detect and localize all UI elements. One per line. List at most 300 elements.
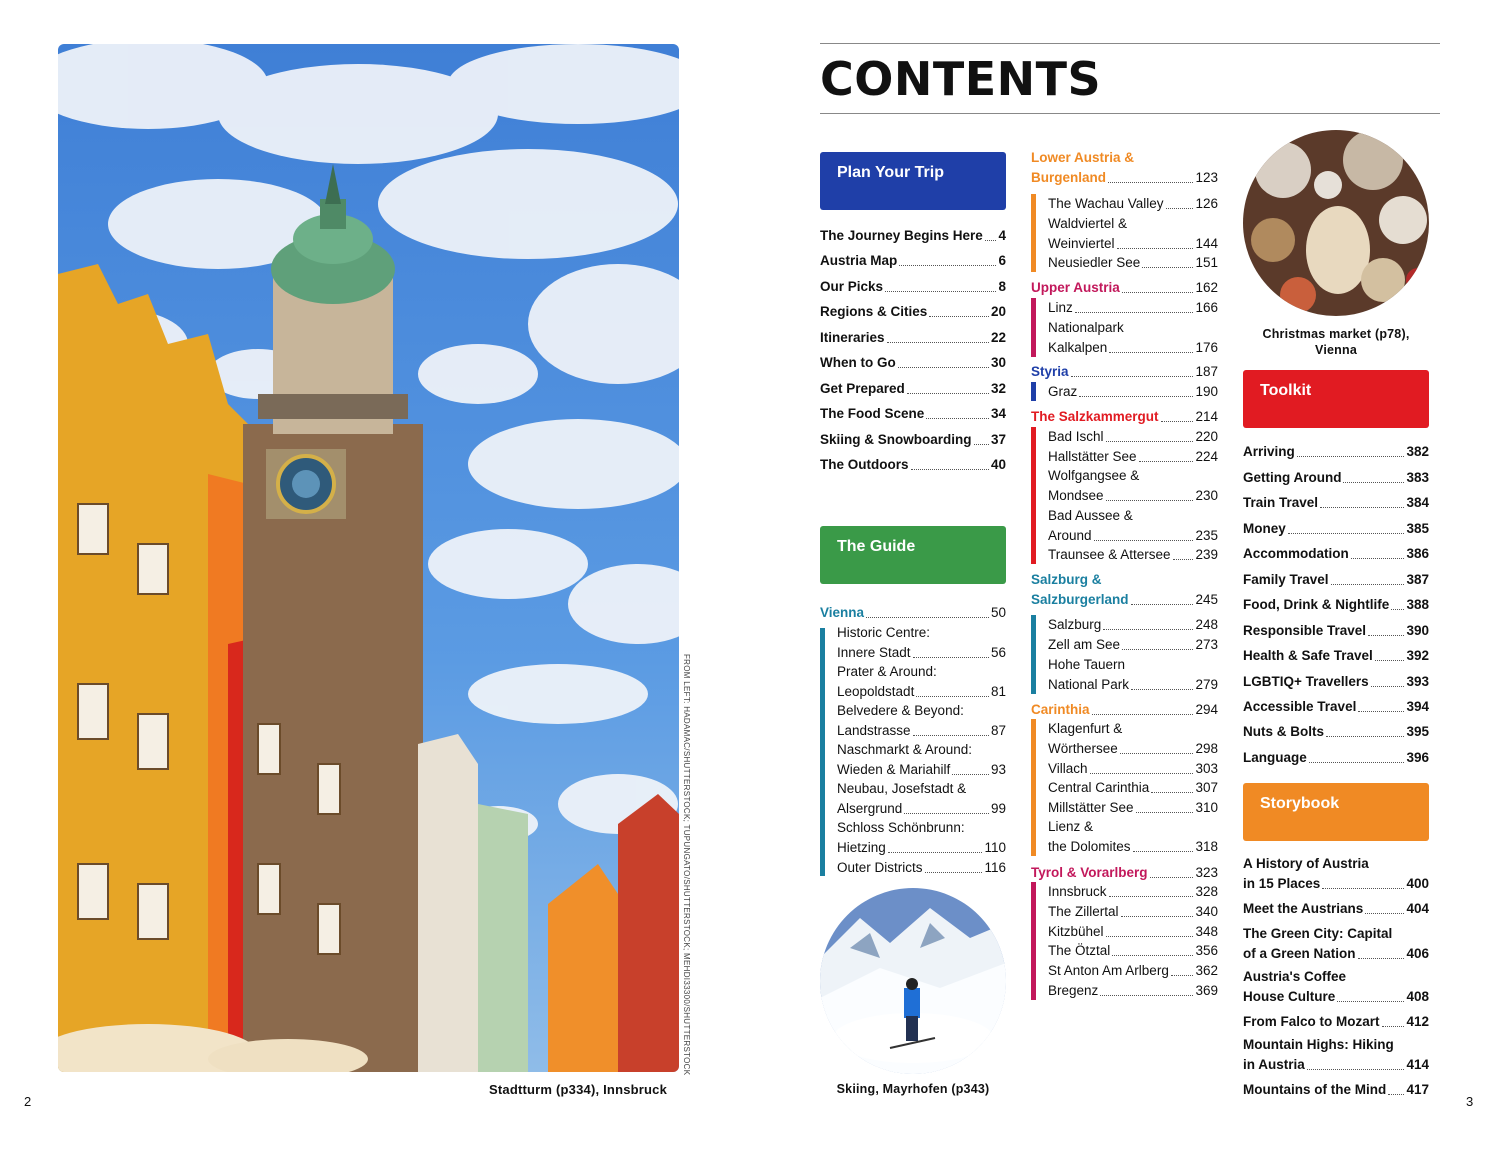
dot-leader xyxy=(1307,1069,1405,1070)
dot-leader xyxy=(898,367,989,368)
dot-leader xyxy=(1106,441,1194,442)
toc-entry[interactable] xyxy=(820,406,1006,422)
dot-leader xyxy=(913,735,989,736)
toc-entry-label: of a Green Nation xyxy=(1243,946,1356,961)
toc-entry-label: Food, Drink & Nightlife xyxy=(1243,597,1390,612)
dot-leader xyxy=(1133,851,1194,852)
toc-entry-label: The Zillertal xyxy=(1048,904,1119,919)
toc-entry-label: Traunsee & Attersee xyxy=(1048,547,1171,562)
toc-entry-label: Tyrol & Vorarlberg xyxy=(1031,865,1148,880)
toc-entry-page: 116 xyxy=(984,860,1006,875)
toc-entry-page: 87 xyxy=(990,723,1006,738)
toc-entry[interactable] xyxy=(1048,547,1218,563)
toc-entry-page: 248 xyxy=(1195,617,1218,632)
toc-entry-page: 220 xyxy=(1195,429,1218,444)
toc-entry[interactable] xyxy=(1243,648,1429,664)
toc-entry-page: 22 xyxy=(990,330,1006,345)
toc-entry[interactable] xyxy=(1048,384,1218,400)
toc-entry[interactable] xyxy=(1031,280,1218,296)
toc-entry-page: 384 xyxy=(1406,495,1429,510)
toc-entry-page: 32 xyxy=(990,381,1006,396)
dot-leader xyxy=(1326,736,1404,737)
toc-entry[interactable] xyxy=(1243,724,1429,740)
toc-entry-page: 400 xyxy=(1406,876,1429,891)
toc-entry-page: 144 xyxy=(1195,236,1218,251)
dot-leader xyxy=(1150,877,1194,878)
toc-entry-label: Weinviertel xyxy=(1048,236,1115,251)
toc-entry[interactable] xyxy=(837,645,1006,661)
dot-leader xyxy=(1117,248,1194,249)
toc-entry-label: Austria Map xyxy=(820,253,898,268)
dot-leader xyxy=(1139,461,1194,462)
dot-leader xyxy=(911,469,989,470)
dot-leader xyxy=(1297,456,1405,457)
dot-leader xyxy=(866,617,989,618)
toc-entry-label: the Dolomites xyxy=(1048,839,1131,854)
toc-entry-label: Neusiedler See xyxy=(1048,255,1141,270)
dot-leader xyxy=(974,444,989,445)
toc-entry[interactable] xyxy=(1048,488,1218,504)
toc-entry[interactable] xyxy=(1031,170,1218,186)
toc-entry[interactable] xyxy=(1048,677,1218,693)
toc-entry-page: 303 xyxy=(1195,761,1218,776)
toc-entry-label-line1: A History of Austria xyxy=(1243,856,1369,871)
dot-leader xyxy=(1322,888,1404,889)
toc-entry[interactable] xyxy=(1048,800,1218,816)
toc-entry[interactable] xyxy=(1031,702,1218,718)
toc-entry[interactable] xyxy=(837,684,1006,700)
dot-leader xyxy=(1358,711,1404,712)
region-color-bar xyxy=(1031,194,1036,272)
toc-entry[interactable] xyxy=(1031,409,1218,425)
toc-entry[interactable] xyxy=(1243,699,1429,715)
toc-entry-page: 279 xyxy=(1195,677,1218,692)
toc-entry-label: Landstrasse xyxy=(837,723,911,738)
toc-entry[interactable] xyxy=(1243,546,1429,562)
dot-leader xyxy=(885,291,996,292)
dot-leader xyxy=(1106,500,1194,501)
toc-entry[interactable] xyxy=(1243,901,1429,917)
toc-entry[interactable] xyxy=(1243,1014,1429,1030)
dot-leader xyxy=(1094,540,1194,541)
toc-entry-page: 20 xyxy=(990,304,1006,319)
dot-leader xyxy=(926,418,989,419)
toc-entry-label: Leopoldstadt xyxy=(837,684,915,699)
toc-entry-page: 369 xyxy=(1195,983,1218,998)
toc-entry-page: 162 xyxy=(1195,280,1218,295)
dot-leader xyxy=(1079,396,1193,397)
toc-entry[interactable] xyxy=(1048,340,1218,356)
toc-entry-page: 176 xyxy=(1195,340,1218,355)
dot-leader xyxy=(1166,208,1194,209)
toc-entry[interactable] xyxy=(1243,674,1429,690)
toc-entry-page: 245 xyxy=(1195,592,1218,607)
toc-entry-label: Getting Around xyxy=(1243,470,1342,485)
toc-entry-label: Skiing & Snowboarding xyxy=(820,432,972,447)
toc-entry-label: Millstätter See xyxy=(1048,800,1134,815)
toc-entry-label: Central Carinthia xyxy=(1048,780,1150,795)
toc-entry[interactable] xyxy=(820,228,1006,244)
dot-leader xyxy=(1131,689,1193,690)
toc-entry-label: Around xyxy=(1048,528,1092,543)
dot-leader xyxy=(952,774,989,775)
toc-entry[interactable] xyxy=(1243,876,1429,892)
skiing-photo xyxy=(820,888,1006,1074)
toc-entry-page: 190 xyxy=(1195,384,1218,399)
toc-entry-label: Salzburg xyxy=(1048,617,1102,632)
toc-entry-page: 394 xyxy=(1406,699,1429,714)
toc-entry-page: 310 xyxy=(1195,800,1218,815)
dot-leader xyxy=(1106,936,1194,937)
toc-entry-label-line1: Neubau, Josefstadt & xyxy=(837,781,967,796)
region-color-bar xyxy=(1031,882,1036,1000)
dot-leader xyxy=(1343,482,1404,483)
toc-entry-page: 151 xyxy=(1195,255,1218,270)
toc-entry-label: The Outdoors xyxy=(820,457,909,472)
toc-entry-label-line1: The Green City: Capital xyxy=(1243,926,1393,941)
region-color-bar xyxy=(1031,298,1036,357)
toc-entry[interactable] xyxy=(1243,946,1429,962)
dot-leader xyxy=(899,265,996,266)
toc-entry-page: 414 xyxy=(1406,1057,1429,1072)
toc-entry[interactable] xyxy=(1048,300,1218,316)
toc-entry-page: 298 xyxy=(1195,741,1218,756)
toc-entry-label: Arriving xyxy=(1243,444,1295,459)
toc-entry-label: Alsergrund xyxy=(837,801,903,816)
toolkit-header[interactable]: Toolkit xyxy=(1243,370,1429,428)
region-color-bar xyxy=(1031,427,1036,564)
toc-entry-label: Wörthersee xyxy=(1048,741,1118,756)
toc-entry-page: 318 xyxy=(1195,839,1218,854)
toc-entry[interactable] xyxy=(1048,236,1218,252)
skiing-caption: Skiing, Mayrhofen (p343) xyxy=(836,1082,990,1096)
dot-leader xyxy=(1100,995,1193,996)
top-rule xyxy=(820,43,1440,44)
toc-entry[interactable] xyxy=(820,304,1006,320)
christmas-caption-line1: Christmas market (p78), xyxy=(1262,327,1410,341)
dot-leader xyxy=(1320,507,1404,508)
toc-entry-label: Nuts & Bolts xyxy=(1243,724,1324,739)
toc-entry-page: 362 xyxy=(1195,963,1218,978)
toc-entry-page: 404 xyxy=(1406,901,1429,916)
toc-entry-label: Carinthia xyxy=(1031,702,1090,717)
toc-entry-label: Kalkalpen xyxy=(1048,340,1108,355)
storybook-header[interactable]: Storybook xyxy=(1243,783,1429,841)
toc-entry[interactable] xyxy=(1048,943,1218,959)
toc-entry-label-line1: Salzburg & xyxy=(1031,572,1102,587)
toc-entry[interactable] xyxy=(1048,884,1218,900)
toc-entry-label: The Salzkammergut xyxy=(1031,409,1159,424)
dot-leader xyxy=(1122,649,1193,650)
toc-entry-label: The Journey Begins Here xyxy=(820,228,983,243)
dot-leader xyxy=(1337,1001,1404,1002)
dot-leader xyxy=(1368,635,1404,636)
dot-leader xyxy=(1371,686,1405,687)
toc-entry-page: 348 xyxy=(1195,924,1218,939)
toc-entry[interactable] xyxy=(1243,989,1429,1005)
toc-entry-label: Itineraries xyxy=(820,330,885,345)
toc-entry-label: Bad Ischl xyxy=(1048,429,1104,444)
christmas-market-photo xyxy=(1243,130,1429,316)
region-color-bar xyxy=(820,628,825,876)
christmas-caption-line2: Vienna xyxy=(1315,343,1357,357)
toc-entry[interactable] xyxy=(1243,1082,1429,1098)
toc-entry-page: 8 xyxy=(998,279,1006,294)
toc-entry-page: 81 xyxy=(990,684,1006,699)
toc-entry[interactable] xyxy=(837,840,1006,856)
dot-leader xyxy=(1388,1094,1404,1095)
toc-entry-label: Graz xyxy=(1048,384,1078,399)
dot-leader xyxy=(1136,812,1194,813)
toc-entry[interactable] xyxy=(820,279,1006,295)
toc-entry-label: Money xyxy=(1243,521,1286,536)
toc-entry-label: Hallstätter See xyxy=(1048,449,1137,464)
toc-entry-label-line1: Klagenfurt & xyxy=(1048,721,1123,736)
toc-entry[interactable] xyxy=(1243,521,1429,537)
toc-entry-page: 40 xyxy=(990,457,1006,472)
toc-entry[interactable] xyxy=(1048,255,1218,271)
toc-entry[interactable] xyxy=(1243,495,1429,511)
toc-entry-page: 50 xyxy=(990,605,1006,620)
toc-entry-label: Kitzbühel xyxy=(1048,924,1104,939)
toc-entry[interactable] xyxy=(1048,983,1218,999)
toc-entry-page: 396 xyxy=(1406,750,1429,765)
toc-entry[interactable] xyxy=(1048,429,1218,445)
toc-entry[interactable] xyxy=(1048,449,1218,465)
dot-leader xyxy=(1108,182,1193,183)
dot-leader xyxy=(1071,376,1194,377)
photo-caption: Stadtturm (p334), Innsbruck xyxy=(489,1082,668,1097)
toc-entry-label: Accessible Travel xyxy=(1243,699,1357,714)
dot-leader xyxy=(1365,913,1404,914)
toc-entry-label-line1: Wolfgangsee & xyxy=(1048,468,1140,483)
toc-entry-page: 56 xyxy=(990,645,1006,660)
toc-entry[interactable] xyxy=(837,723,1006,739)
toc-entry-label: in Austria xyxy=(1243,1057,1305,1072)
toc-entry-page: 412 xyxy=(1406,1014,1429,1029)
toc-entry-label-line1: Schloss Schönbrunn: xyxy=(837,820,965,835)
toc-entry-label-line1: Lower Austria & xyxy=(1031,150,1135,165)
toc-entry-page: 340 xyxy=(1195,904,1218,919)
dot-leader xyxy=(929,316,989,317)
toc-entry-page: 328 xyxy=(1195,884,1218,899)
toc-entry-page: 99 xyxy=(990,801,1006,816)
toc-entry-label-line1: Waldviertel & xyxy=(1048,216,1128,231)
toc-entry[interactable] xyxy=(820,605,1006,621)
toc-entry-label: Language xyxy=(1243,750,1307,765)
dot-leader xyxy=(904,813,989,814)
dot-leader xyxy=(985,240,997,241)
toc-entry-label: Styria xyxy=(1031,364,1069,379)
toc-entry-label-line1: Naschmarkt & Around: xyxy=(837,742,973,757)
dot-leader xyxy=(1109,896,1194,897)
toc-entry-label-line1: Lienz & xyxy=(1048,819,1094,834)
toc-entry-label: Zell am See xyxy=(1048,637,1121,652)
dot-leader xyxy=(925,872,983,873)
toc-entry-page: 390 xyxy=(1406,623,1429,638)
toc-entry-page: 395 xyxy=(1406,724,1429,739)
dot-leader xyxy=(1309,762,1405,763)
dot-leader xyxy=(1090,773,1194,774)
photo-credit: FROM LEFT: HADAMAC/SHUTTERSTOCK; TUPUNGATO/SHUTTERSTOCK; MEHDI33300/SHUTTERSTOCK xyxy=(682,654,691,1076)
toc-entry-label-line1: Belvedere & Beyond: xyxy=(837,703,964,718)
dot-leader xyxy=(1112,955,1193,956)
toc-entry[interactable] xyxy=(820,330,1006,346)
toc-entry-label: The Wachau Valley xyxy=(1048,196,1164,211)
plan-your-trip-header[interactable]: Plan Your Trip xyxy=(820,152,1006,210)
toc-entry-label: Upper Austria xyxy=(1031,280,1120,295)
stadtturm-photo xyxy=(58,44,679,1072)
toc-entry[interactable] xyxy=(1048,528,1218,544)
toc-entry-label: Mondsee xyxy=(1048,488,1104,503)
toc-entry[interactable] xyxy=(1048,839,1218,855)
toc-entry-page: 323 xyxy=(1195,865,1218,880)
dot-leader xyxy=(916,696,989,697)
toc-entry[interactable] xyxy=(820,253,1006,269)
toc-entry[interactable] xyxy=(1243,572,1429,588)
toc-entry[interactable] xyxy=(1048,963,1218,979)
toc-entry[interactable] xyxy=(820,381,1006,397)
region-color-bar xyxy=(1031,719,1036,856)
dot-leader xyxy=(1109,352,1193,353)
toc-entry-page: 417 xyxy=(1406,1082,1429,1097)
toc-entry[interactable] xyxy=(1243,1057,1429,1073)
toc-entry-label: in 15 Places xyxy=(1243,876,1321,891)
toc-entry[interactable] xyxy=(1243,470,1429,486)
toc-entry-label: The Food Scene xyxy=(820,406,925,421)
toc-entry-page: 6 xyxy=(998,253,1006,268)
toc-entry-label: The Ötztal xyxy=(1048,943,1111,958)
toc-entry[interactable] xyxy=(1048,637,1218,653)
dot-leader xyxy=(1151,792,1193,793)
dot-leader xyxy=(1382,1026,1405,1027)
toc-entry-label: Salzburgerland xyxy=(1031,592,1129,607)
toc-entry[interactable] xyxy=(1048,904,1218,920)
toc-entry-page: 235 xyxy=(1195,528,1218,543)
toc-entry[interactable] xyxy=(1243,597,1429,613)
dot-leader xyxy=(1120,753,1194,754)
toc-entry-page: 30 xyxy=(990,355,1006,370)
toc-entry-label-line1: Historic Centre: xyxy=(837,625,931,640)
toc-entry-label-line1: Bad Aussee & xyxy=(1048,508,1133,523)
toc-entry-page: 166 xyxy=(1195,300,1218,315)
toc-entry[interactable] xyxy=(837,801,1006,817)
toc-entry-page: 224 xyxy=(1195,449,1218,464)
toc-entry-label-line1: Hohe Tauern xyxy=(1048,657,1126,672)
toc-entry-label-line1: Mountain Highs: Hiking xyxy=(1243,1037,1394,1052)
dot-leader xyxy=(1161,421,1194,422)
dot-leader xyxy=(1103,629,1193,630)
toc-entry-page: 393 xyxy=(1406,674,1429,689)
dot-leader xyxy=(1122,292,1194,293)
toc-entry[interactable] xyxy=(1031,865,1218,881)
toc-entry-label: National Park xyxy=(1048,677,1130,692)
dot-leader xyxy=(888,852,983,853)
toc-entry-label: Linz xyxy=(1048,300,1073,315)
toc-entry[interactable] xyxy=(1048,761,1218,777)
toc-entry-label: From Falco to Mozart xyxy=(1243,1014,1380,1029)
dot-leader xyxy=(907,393,989,394)
toc-entry-label: Outer Districts xyxy=(837,860,923,875)
toc-entry[interactable] xyxy=(837,860,1006,876)
toc-entry-label: LGBTIQ+ Travellers xyxy=(1243,674,1369,689)
toc-entry-label: Innsbruck xyxy=(1048,884,1107,899)
toc-entry-page: 388 xyxy=(1406,597,1429,612)
toc-entry[interactable] xyxy=(1048,924,1218,940)
toc-entry-label: When to Go xyxy=(820,355,896,370)
toc-entry-page: 126 xyxy=(1195,196,1218,211)
dot-leader xyxy=(1131,604,1194,605)
toc-entry-page: 230 xyxy=(1195,488,1218,503)
toc-entry-page: 93 xyxy=(990,762,1006,777)
toc-entry[interactable] xyxy=(1031,364,1218,380)
toc-entry-page: 386 xyxy=(1406,546,1429,561)
toc-entry-label: Regions & Cities xyxy=(820,304,928,319)
region-color-bar xyxy=(1031,382,1036,401)
page-number-right: 3 xyxy=(1466,1094,1474,1109)
toc-entry-page: 387 xyxy=(1406,572,1429,587)
toc-entry[interactable] xyxy=(1243,444,1429,460)
toc-entry[interactable] xyxy=(1243,623,1429,639)
toc-entry-page: 273 xyxy=(1195,637,1218,652)
toc-entry[interactable] xyxy=(1048,617,1218,633)
dot-leader xyxy=(1171,975,1194,976)
toc-entry[interactable] xyxy=(837,762,1006,778)
toc-entry[interactable] xyxy=(1048,780,1218,796)
toc-entry-label-line1: Austria's Coffee xyxy=(1243,969,1346,984)
toc-entry[interactable] xyxy=(1048,741,1218,757)
toc-entry-page: 187 xyxy=(1195,364,1218,379)
toc-entry[interactable] xyxy=(820,457,1006,473)
toc-entry-page: 214 xyxy=(1195,409,1218,424)
dot-leader xyxy=(1288,533,1405,534)
toc-entry-page: 34 xyxy=(990,406,1006,421)
toc-entry-page: 392 xyxy=(1406,648,1429,663)
toc-entry-page: 110 xyxy=(984,840,1006,855)
toc-entry-page: 123 xyxy=(1195,170,1218,185)
toc-entry-page: 294 xyxy=(1195,702,1218,717)
dot-leader xyxy=(1173,559,1194,560)
toc-entry-label: Wieden & Mariahilf xyxy=(837,762,951,777)
toc-entry-label: Our Picks xyxy=(820,279,884,294)
toc-entry-label: Responsible Travel xyxy=(1243,623,1367,638)
toc-entry-page: 406 xyxy=(1406,946,1429,961)
toc-entry-label: Burgenland xyxy=(1031,170,1107,185)
toc-entry-label: Family Travel xyxy=(1243,572,1329,587)
toc-entry[interactable] xyxy=(1031,592,1218,608)
toc-entry[interactable] xyxy=(1243,750,1429,766)
toc-entry[interactable] xyxy=(820,355,1006,371)
dot-leader xyxy=(1331,584,1405,585)
dot-leader xyxy=(1142,267,1193,268)
the-guide-header[interactable]: The Guide xyxy=(820,526,1006,584)
dot-leader xyxy=(1092,714,1194,715)
toc-entry-label: Train Travel xyxy=(1243,495,1319,510)
toc-entry-label: Innere Stadt xyxy=(837,645,911,660)
toc-entry-label: Get Prepared xyxy=(820,381,905,396)
toc-entry[interactable] xyxy=(820,432,1006,448)
dot-leader xyxy=(1121,916,1194,917)
toc-entry-label: House Culture xyxy=(1243,989,1336,1004)
dot-leader xyxy=(1375,660,1405,661)
toc-entry-label: Accommodation xyxy=(1243,546,1349,561)
dot-leader xyxy=(1075,312,1194,313)
dot-leader xyxy=(1351,558,1405,559)
toc-entry-page: 356 xyxy=(1195,943,1218,958)
dot-leader xyxy=(887,342,989,343)
page-number-left: 2 xyxy=(24,1094,32,1109)
toc-entry[interactable] xyxy=(1048,196,1218,212)
